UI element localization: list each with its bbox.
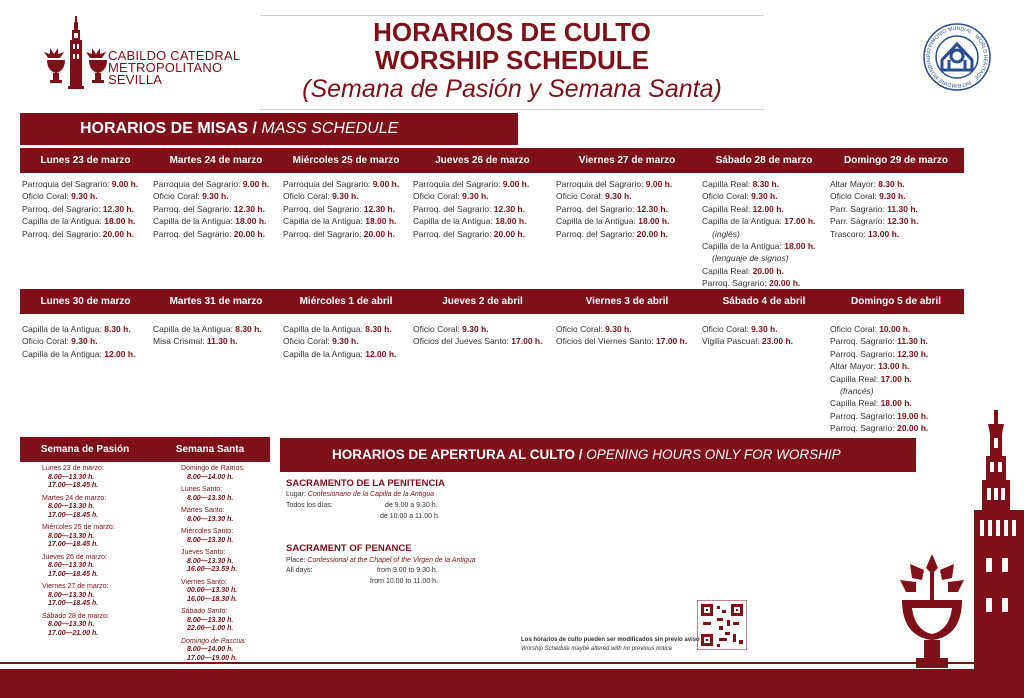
mass-entry <box>830 360 928 372</box>
mass-entry <box>22 190 138 202</box>
visit-day: Lunes Santo: <box>181 486 223 493</box>
mass-time: 20.00 h. <box>102 228 134 239</box>
mass-place: Parroquia del Sagrario: <box>22 179 112 189</box>
mass-place: Oficio Coral: <box>283 191 333 202</box>
mass-entry <box>830 335 928 347</box>
visit-time: 8.00—13.30 h. <box>187 515 234 523</box>
mass-entry <box>556 215 672 227</box>
title-separator: / <box>575 447 587 462</box>
penance-place-es <box>286 490 434 500</box>
mass-time: 12.00 h. <box>752 203 784 214</box>
penance-time2-es: de 10.00 a 11.00 h. <box>380 513 440 520</box>
day-schedule <box>830 323 928 435</box>
holy-week-header: Semana Santa <box>175 444 245 455</box>
visit-day: Martes Santo: <box>181 507 225 514</box>
mass-place: Parroq. del Sagrario: <box>413 203 494 214</box>
week2-header-row <box>20 289 964 314</box>
mass-place: Parroquia del Sagrario: <box>413 179 503 189</box>
mass-time: 12.30 h. <box>102 203 134 214</box>
mass-entry <box>702 215 815 227</box>
mass-place: Oficio Coral: <box>413 191 463 202</box>
mass-time: 20.00 h. <box>233 228 265 239</box>
mass-time: 17.00 h. <box>511 336 543 347</box>
mass-place: Oficio Coral: <box>830 191 880 202</box>
mass-place: Capilla de la Antigua: <box>153 216 236 227</box>
day-header: Viernes 3 de abril <box>585 296 669 307</box>
mass-time: 19.00 h. <box>897 410 929 421</box>
mass-place: Altar Mayor: <box>830 361 879 372</box>
penance-time1-en: from 9.00 to 9.30 h. <box>377 567 438 574</box>
mass-entry <box>22 178 138 190</box>
mass-entry <box>413 228 529 240</box>
visit-time: 8.00—13.30 h. <box>48 621 95 628</box>
visit-time: 8.00—13.30 h. <box>187 494 234 502</box>
org-line3: SEVILLA <box>108 72 163 87</box>
place-value: Confessional at the Chapel of the Virgen de la Antigua <box>307 557 476 564</box>
mass-time: 12.30 h. <box>493 203 525 214</box>
mass-time: 23.00 h. <box>761 336 794 347</box>
mass-place: Oficio Coral: <box>22 336 72 347</box>
mass-entry <box>830 373 928 385</box>
visit-time: 16.00—23.59 h. <box>187 566 238 573</box>
day-header: Sábado 28 de marzo <box>715 155 813 166</box>
mass-entry <box>830 190 918 202</box>
mass-entry: (inglés) <box>712 228 740 239</box>
day-header: Sábado 4 de abril <box>722 296 806 307</box>
visit-time: 17.00—19.00 h. <box>187 654 238 662</box>
mass-time: 12.30 h. <box>636 203 668 214</box>
notice-es: Los horarios de culto pueden ser modificados sin previo aviso <box>521 637 700 643</box>
mass-time: 9.00 h. <box>242 179 270 189</box>
mass-entry <box>153 323 262 335</box>
penance-time2-en: from 10.00 to 11.00 h. <box>370 578 438 585</box>
visit-time: 8.00—13.30 h. <box>48 591 95 599</box>
mass-time: 11.30 h. <box>897 336 928 347</box>
mass-entry <box>283 215 399 227</box>
mass-time: 20.00 h. <box>752 265 784 276</box>
visit-time: 00.00—13.30 h. <box>187 587 238 594</box>
mass-place: Misa Crismal: <box>153 336 207 347</box>
day-header: Viernes 27 de marzo <box>578 155 676 166</box>
mass-time: 17.00 h. <box>880 373 912 384</box>
day-header: Domingo 29 de marzo <box>844 155 948 166</box>
day-schedule <box>22 178 138 240</box>
mass-time: 12.00 h. <box>104 348 136 359</box>
mass-entry <box>283 348 396 360</box>
mass-time: 20.00 h. <box>897 423 929 434</box>
mass-entry <box>153 203 269 215</box>
mass-time: 9.30 h. <box>332 336 359 347</box>
org-name <box>108 50 240 86</box>
mass-time: 9.30 h. <box>202 191 229 202</box>
mass-place: Parroq. del Sagrario: <box>22 203 103 214</box>
mass-entry <box>283 203 399 215</box>
mass-place: Capilla de la Antigua: <box>702 216 785 227</box>
mass-entry <box>830 178 918 190</box>
mass-entry <box>556 228 672 240</box>
qr-code-icon[interactable] <box>697 600 747 650</box>
mass-place: Oficio Coral: <box>153 191 203 202</box>
mass-time: 9.00 h. <box>111 179 139 189</box>
day-header: Martes 24 de marzo <box>169 155 263 166</box>
mass-place: Capilla Real: <box>830 373 881 384</box>
mass-entry <box>283 335 396 347</box>
mass-place: Altar Mayor: <box>830 179 879 189</box>
mass-entry: (lenguaje de signos) <box>712 253 789 264</box>
mass-entry <box>556 203 672 215</box>
day-schedule <box>153 178 269 240</box>
mass-time: 11.30 h. <box>887 203 918 214</box>
org-line1: CABILDO CATEDRAL <box>108 48 241 63</box>
visit-time: 8.00—13.30 h. <box>48 503 95 510</box>
visit-time: 8.00—13.30 h. <box>187 557 234 565</box>
mass-entry <box>153 215 269 227</box>
mass-time: 12.30 h. <box>887 216 919 227</box>
mass-schedule-title <box>20 113 518 145</box>
mass-place: Parroq. del Sagrario: <box>556 203 637 214</box>
place-value: Confesionario de la Capilla de la Antigua <box>307 491 435 498</box>
mass-time: 8.30 h. <box>104 324 131 334</box>
day-schedule <box>556 178 672 240</box>
mass-time: 17.00 h. <box>784 216 816 227</box>
mass-entry <box>702 240 815 252</box>
visit-time: 22.00—1.00 h. <box>187 625 234 632</box>
visit-time: 16.00—18.30 h. <box>187 595 238 603</box>
title-block <box>260 15 764 110</box>
svg-text:PATRIMONIO MUNDIAL · WORLD HER: PATRIMONIO MUNDIAL · WORLD HERITAGE · PATRIMOINE MONDIAL <box>925 25 989 89</box>
mass-place: Capilla Real: <box>702 203 753 214</box>
mass-title-es: HORARIOS DE MISAS <box>80 120 249 137</box>
mass-entry <box>830 323 928 335</box>
mass-time: 12.30 h. <box>363 203 395 214</box>
mass-time: 8.30 h. <box>752 179 780 189</box>
mass-place: Capilla de la Antigua: <box>153 324 236 334</box>
mass-place: Capilla Real: <box>830 398 881 409</box>
mass-time: 9.30 h. <box>605 191 632 202</box>
mass-place: Capilla de la Antigua: <box>413 216 496 227</box>
mass-place: Parroq. del Sagrario: <box>283 228 364 239</box>
mass-entry <box>830 203 918 215</box>
mass-entry <box>22 348 135 360</box>
mass-time: 18.00 h. <box>104 216 136 227</box>
mass-entry <box>153 190 269 202</box>
visit-time: 17.00—21.00 h. <box>48 629 99 637</box>
mass-place: Trascoro: <box>830 228 868 239</box>
mass-time: 9.00 h. <box>372 179 400 189</box>
visit-time: 8.00—13.30 h. <box>48 532 95 540</box>
mass-time: 18.00 h. <box>638 216 670 227</box>
mass-place: Parroq. Sagrario: <box>702 278 770 289</box>
mass-entry <box>702 335 793 347</box>
lily-vase-icon <box>896 552 968 670</box>
mass-time: 18.00 h. <box>495 216 527 227</box>
day-header: Jueves 2 de abril <box>442 296 523 307</box>
mass-place: Capilla de la Antigua: <box>22 324 105 334</box>
mass-place: Capilla de la Antigua: <box>22 348 105 359</box>
mass-time: 9.30 h. <box>71 191 98 202</box>
mass-place: Oficio Coral: <box>830 324 880 334</box>
mass-time: 12.30 h. <box>233 203 265 214</box>
visit-time: 8.00—13.30 h. <box>187 536 234 544</box>
mass-place: Capilla de la Antigua: <box>702 241 785 252</box>
opening-hours-title <box>280 438 916 472</box>
mass-time: 20.00 h. <box>363 228 395 239</box>
mass-place: Oficio Coral: <box>702 324 752 334</box>
visit-time: 8.00—13.30 h. <box>48 473 95 481</box>
mass-place: Parroq. del Sagrario: <box>153 203 234 214</box>
mass-place: Parroquia del Sagrario: <box>283 179 373 189</box>
mass-entry <box>413 335 542 347</box>
mass-place: Parroquia del Sagrario: <box>153 179 243 189</box>
mass-entry <box>413 178 529 190</box>
mass-place: Capilla de la Antigua: <box>556 216 639 227</box>
penance-title-es: SACRAMENTO DE LA PENITENCIA <box>286 478 445 489</box>
mass-entry <box>22 335 135 347</box>
day-header: Jueves 26 de marzo <box>435 155 530 166</box>
day-schedule <box>413 178 529 240</box>
penance-days-es: Todos los días: <box>286 502 333 509</box>
visit-day: Martes 24 de marzo: <box>42 494 107 502</box>
mass-time: 9.30 h. <box>71 336 98 347</box>
mass-place: Oficio Coral: <box>283 336 333 347</box>
mass-entry <box>702 178 815 190</box>
mass-place: Capilla de la Antigua: <box>283 324 366 334</box>
mass-entry <box>830 348 928 360</box>
footer-bar <box>0 669 1024 698</box>
visit-time: 8.00—13.30 h. <box>187 616 234 624</box>
schedule-notice <box>521 636 700 654</box>
day-header: Lunes 23 de marzo <box>40 155 131 166</box>
title-separator: / <box>248 120 262 137</box>
visit-time: 17.00—18.45 h. <box>48 541 99 548</box>
penance-title-en: SACRAMENT OF PENANCE <box>286 543 412 554</box>
visit-day: Viernes 27 de marzo: <box>42 583 109 590</box>
day-header: Miércoles 1 de abril <box>299 296 393 307</box>
mass-title-en: MASS SCHEDULE <box>261 120 399 137</box>
mass-entry <box>830 422 928 434</box>
page-title-en: WORSHIP SCHEDULE <box>375 45 649 75</box>
day-schedule <box>830 178 918 240</box>
visit-time: 17.00—18.45 h. <box>48 511 99 519</box>
week1-header-row <box>20 148 964 173</box>
mass-time: 18.00 h. <box>880 398 912 409</box>
mass-entry <box>283 178 399 190</box>
visit-day: Domingo de Ramos: <box>181 465 245 472</box>
visit-day: Jueves 26 de marzo: <box>42 553 107 561</box>
penance-days-en: All days: <box>286 567 313 574</box>
mass-time: 8.30 h. <box>365 324 392 334</box>
day-header: Lunes 30 de marzo <box>40 296 131 307</box>
mass-time: 9.30 h. <box>462 191 489 202</box>
mass-time: 18.00 h. <box>365 216 397 227</box>
mass-entry <box>702 277 815 289</box>
visit-day: Miércoles 25 de marzo: <box>42 524 115 531</box>
mass-place: Parroq. del Sagrario: <box>413 228 494 239</box>
mass-entry <box>22 228 138 240</box>
mass-entry <box>22 323 135 335</box>
mass-place: Parroq. Sagrario: <box>830 410 898 421</box>
mass-entry <box>283 228 399 240</box>
visit-time: 8.00—13.30 h. <box>48 562 95 569</box>
mass-time: 20.00 h. <box>769 278 801 289</box>
mass-time: 11.30 h. <box>206 336 238 347</box>
mass-time: 9.30 h. <box>751 324 778 334</box>
mass-entry <box>413 203 529 215</box>
mass-place: Capilla Real: <box>702 179 753 189</box>
mass-entry <box>283 323 396 335</box>
opening-title-es: HORARIOS DE APERTURA AL CULTO <box>332 447 576 462</box>
mass-entry <box>702 190 815 202</box>
mass-time: 17.00 h. <box>656 336 688 347</box>
day-schedule <box>556 323 687 348</box>
org-line2: METROPOLITANO <box>108 60 223 75</box>
mass-time: 13.00 h. <box>878 361 910 372</box>
mass-entry <box>153 228 269 240</box>
mass-place: Oficio Coral: <box>702 191 752 202</box>
visit-day: Domingo de Pascua: <box>181 637 246 645</box>
day-header: Domingo 5 de abril <box>850 296 941 307</box>
page-subtitle: (Semana de Pasión y Semana Santa) <box>302 75 722 103</box>
mass-entry <box>153 178 269 190</box>
place-label: Lugar: <box>286 491 308 498</box>
visit-day: Sábado Santo: <box>181 608 228 615</box>
page-title: HORARIOS DE CULTO <box>373 17 651 47</box>
mass-entry <box>413 215 529 227</box>
mass-entry <box>702 323 793 335</box>
mass-time: 20.00 h. <box>636 228 668 239</box>
mass-place: Vigilia Pascual: <box>702 336 762 347</box>
mass-place: Parroq. Sagrario: <box>830 336 898 347</box>
footer-rule <box>0 662 1024 664</box>
mass-time: 13.00 h. <box>867 228 900 239</box>
mass-entry <box>556 178 672 190</box>
mass-place: Parroq. del Sagrario: <box>283 203 364 214</box>
mass-entry <box>413 323 542 335</box>
mass-time: 18.00 h. <box>784 241 816 252</box>
visit-time: 17.00—18.45 h. <box>48 482 99 489</box>
day-header: Martes 31 de marzo <box>169 296 263 307</box>
mass-place: Oficios del Viernes Santo: <box>556 336 657 347</box>
mass-time: 8.30 h. <box>878 179 905 189</box>
notice-en: Worship Schedule maybe altered with no previous notice <box>521 646 673 652</box>
mass-place: Parr. Sagrario: <box>830 216 888 227</box>
mass-time: 18.00 h. <box>235 216 267 227</box>
mass-time: 9.30 h. <box>605 324 632 334</box>
mass-entry <box>22 215 138 227</box>
mass-time: 9.30 h. <box>332 191 359 202</box>
day-schedule <box>702 323 793 348</box>
visit-time: 8.00—14.00 h. <box>187 646 234 653</box>
visit-day: Sábado 28 de marzo: <box>42 612 109 620</box>
mass-time: 20.00 h. <box>493 228 525 239</box>
visit-day: Viernes Santo: <box>181 578 227 586</box>
mass-place: Oficio Coral: <box>22 191 72 202</box>
visit-time: 8.00—14.00 h. <box>187 473 234 481</box>
visiting-hours-header <box>20 437 270 462</box>
mass-place: Oficios del Jueves Santo: <box>413 336 512 347</box>
mass-time: 12.30 h. <box>897 348 929 359</box>
mass-place: Parroq. del Sagrario: <box>556 228 637 239</box>
mass-entry <box>283 190 399 202</box>
opening-title-en: OPENING HOURS ONLY FOR WORSHIP <box>586 447 841 462</box>
penance-place-en <box>286 556 476 566</box>
mass-place: Parroq. del Sagrario: <box>153 228 234 239</box>
day-schedule <box>153 323 262 348</box>
mass-place: Parr. Sagrario: <box>830 203 888 214</box>
mass-entry <box>22 203 138 215</box>
place-label: Place: <box>286 557 308 564</box>
penance-time1-es: de 9.00 a 9.30 h. <box>385 502 438 509</box>
day-header: Miércoles 25 de marzo <box>292 155 400 166</box>
mass-place: Capilla de la Antigua: <box>283 348 366 359</box>
day-schedule <box>702 178 815 290</box>
giralda-tower-icon <box>960 408 1024 670</box>
mass-time: 9.30 h. <box>879 191 906 202</box>
mass-entry <box>702 203 815 215</box>
world-heritage-seal-icon <box>922 22 992 92</box>
mass-time: 9.30 h. <box>462 324 489 334</box>
mass-time: 9.30 h. <box>751 191 778 202</box>
mass-time: 12.00 h. <box>365 348 397 359</box>
day-schedule <box>283 323 396 360</box>
day-schedule <box>22 323 135 360</box>
day-schedule <box>283 178 399 240</box>
mass-place: Parroq. Sagrario: <box>830 348 898 359</box>
visit-time: 17.00—18.45 h. <box>48 570 99 578</box>
mass-place: Parroq. del Sagrario: <box>22 228 103 239</box>
mass-time: 8.30 h. <box>235 324 262 334</box>
visit-day: Miércoles Santo: <box>181 528 234 535</box>
mass-time: 9.00 h. <box>645 179 673 189</box>
mass-entry <box>556 323 687 335</box>
mass-entry <box>702 265 815 277</box>
mass-entry <box>830 215 918 227</box>
mass-entry <box>830 410 928 422</box>
mass-entry: (francés) <box>840 386 874 397</box>
mass-time: 10.00 h. <box>879 324 911 334</box>
mass-place: Capilla Real: <box>702 265 753 276</box>
passion-week-header: Semana de Pasión <box>40 444 130 455</box>
mass-time: 9.00 h. <box>502 179 530 189</box>
visit-time: 17.00—18.45 h. <box>48 600 99 607</box>
mass-place: Parroquia del Sagrario: <box>556 179 646 189</box>
holy-week-list <box>181 465 246 667</box>
mass-entry <box>830 397 928 409</box>
mass-place: Oficio Coral: <box>556 191 606 202</box>
mass-entry <box>830 228 918 240</box>
mass-place: Parroq. Sagrario: <box>830 423 898 434</box>
mass-place: Capilla de la Antigua: <box>283 216 366 227</box>
mass-entry <box>413 190 529 202</box>
day-schedule <box>413 323 542 348</box>
mass-place: Oficio Coral: <box>556 324 606 334</box>
mass-place: Capilla de la Antigua: <box>22 216 105 227</box>
visit-day: Lunes 23 de marzo: <box>42 465 104 472</box>
mass-entry <box>556 335 687 347</box>
visit-day: Jueves Santo: <box>181 549 226 556</box>
passion-week-list <box>42 465 115 642</box>
mass-entry <box>153 335 262 347</box>
mass-entry <box>556 190 672 202</box>
mass-place: Oficio Coral: <box>413 324 463 334</box>
